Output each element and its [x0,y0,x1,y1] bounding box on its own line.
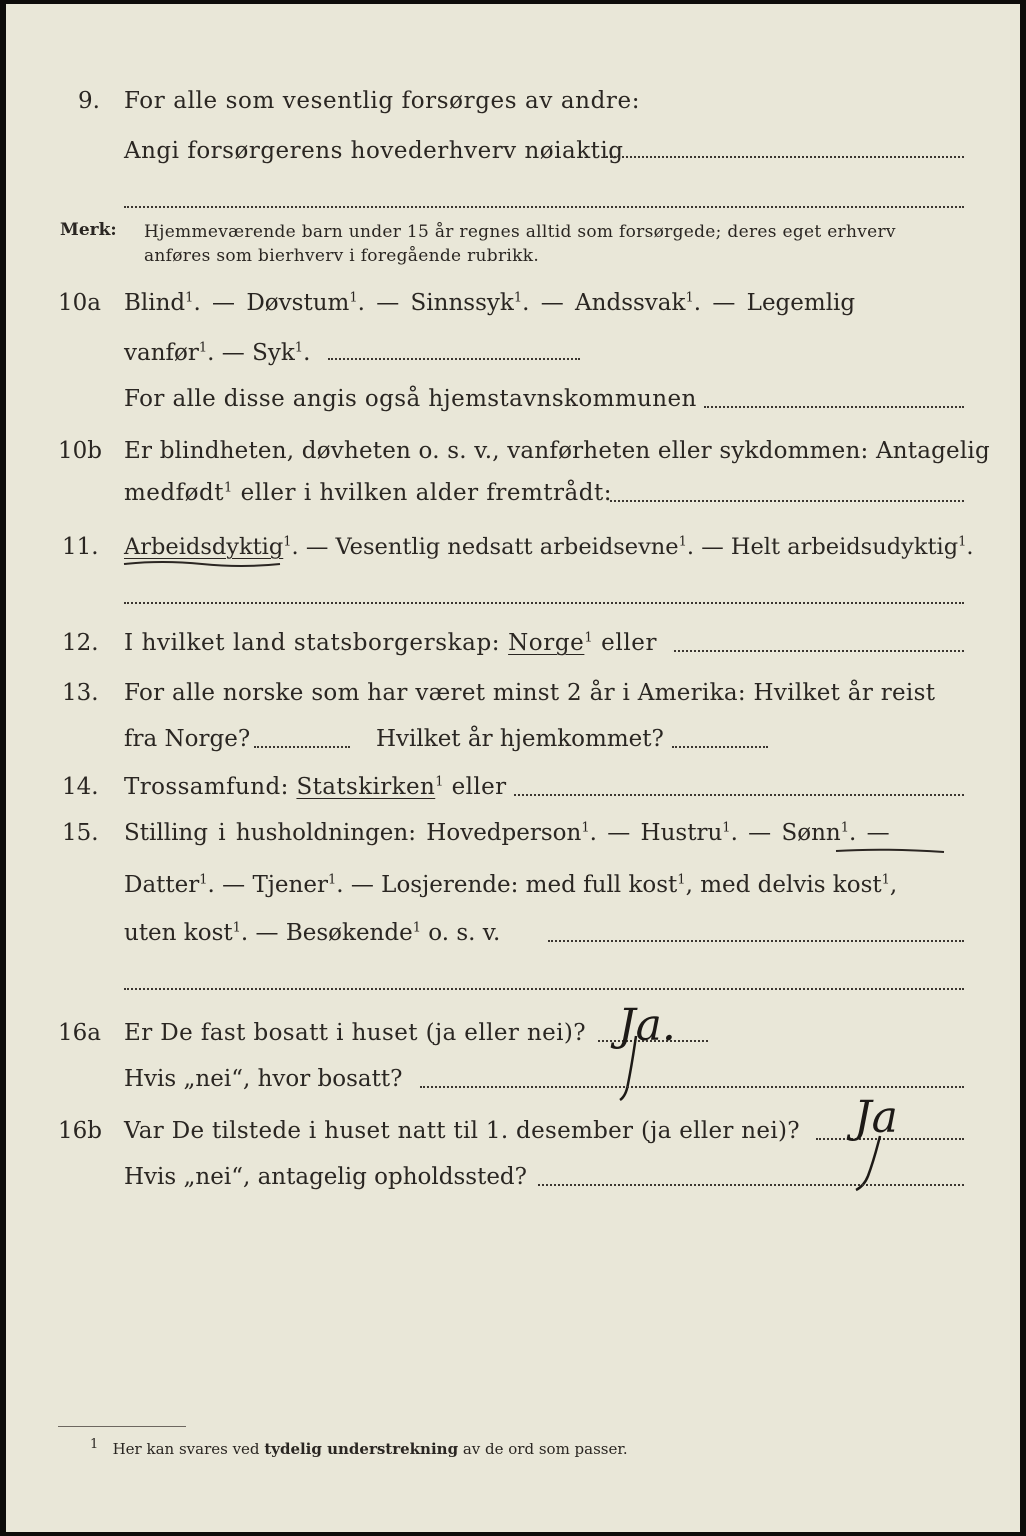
q15-utenkost: uten kost [124,920,233,946]
q10a-line2 [124,338,310,368]
q11-number: 11. [62,534,99,560]
merk-line1: Hjemmeværende barn under 15 år regnes alltid som forsørgede; deres eget erhverv [144,222,896,242]
q13-number: 13. [62,680,99,706]
merk-label: Merk: [60,220,117,240]
footnote-text-bold: tydelig understrekning [264,1440,459,1458]
q15-line1 [124,818,890,848]
q14-statskirken: Statskirken [296,774,436,800]
sup-mark: 1 [678,534,687,550]
q15-sonn-handwritten-underline [834,846,946,856]
q16a-handwritten-answer: Ja. [618,1000,676,1051]
q10a-dot: . [303,340,311,366]
q12-eller: eller [593,630,658,656]
q10b-number: 10b [58,438,102,464]
q16b-handwritten-answer: Ja [854,1092,898,1143]
q15-sonn: Sønn [781,820,841,846]
q12-label: I hvilket land statsborgerskap: [124,630,509,656]
footnote-text-c: av de ord som passer. [458,1440,628,1458]
q10a-hjemstavn-answer-line[interactable] [704,406,964,408]
sup-mark: 1 [283,534,292,550]
q16b-line1: Var De tilstede i huset natt til 1. desember (ja eller nei)? [124,1118,800,1144]
sup-mark: 1 [584,630,594,646]
q10a-blind: Blind [124,290,186,316]
sup-mark: 1 [232,920,241,936]
q10b-answer-line[interactable] [610,500,964,502]
sup-mark: 1 [412,920,421,936]
census-form-page [6,4,1020,1532]
sup-mark: 1 [198,340,208,356]
q14-eller: eller [443,774,507,800]
q9-answer-line2[interactable] [124,206,964,208]
q10a-vanfor: vanfør [124,340,199,366]
sup-mark: 1 [840,820,850,836]
q16b-number: 16b [58,1118,102,1144]
q10a-number: 10a [58,290,101,316]
q15-hovedperson: Stilling i husholdningen: Hovedperson [124,820,582,846]
q15-comma: , [889,872,898,898]
q14-label: Trossamfund: [124,774,297,800]
sup-mark: 1 [513,290,523,306]
sup-mark: 1 [958,534,967,550]
q10a-line3: For alle disse angis også hjemstavnskommunen [124,386,697,412]
q16b-line2: Hvis „nei“, antagelig opholdssted? [124,1164,527,1190]
sup-mark: 1 [435,774,444,790]
q16a-line2: Hvis „nei“, hvor bosatt? [124,1066,403,1092]
q14-number: 14. [62,774,99,800]
q15-delviskost: , med delvis kost [685,872,882,898]
merk-line2: anføres som bierhverv i foregående rubrikk. [144,246,540,266]
q16b-opholdssted-answer-line[interactable] [538,1184,964,1186]
q15-datter: Datter [124,872,200,898]
q15-answer-line[interactable] [548,940,964,942]
q9-number: 9. [78,88,100,114]
sup-mark: 1 [294,340,304,356]
q15-osv: o. s. v. [420,920,501,946]
q15-dash2: . — [849,820,890,846]
sup-mark: 1 [677,872,686,888]
q15-answer-line2[interactable] [124,988,964,990]
q13-line1: For alle norske som har været minst 2 år i Amerika: Hvilket år reist [124,680,936,706]
sup-mark: 1 [881,872,890,888]
q10b-line2 [124,478,612,508]
q15-hustru: . — Hustru [589,820,723,846]
q10a-dovstum: . — Døvstum [193,290,350,316]
sup-mark: 1 [185,290,194,306]
q14-answer-line[interactable] [514,794,964,796]
q14-line [124,772,507,802]
q11-handwritten-underline [122,558,282,570]
q12-number: 12. [62,630,99,656]
q15-line3 [124,918,500,948]
footnote [90,1438,628,1460]
q11-arbeidsdyktig: Arbeidsdyktig [124,534,284,560]
q9-text-line1: For alle som vesentlig forsørges av andre: [124,88,641,114]
q15-dash: . — [730,820,782,846]
footnote-number: 1 [90,1437,99,1452]
sup-mark: 1 [327,872,337,888]
sup-mark: 1 [349,290,358,306]
q15-number: 15. [62,820,99,846]
q10b-line1: Er blindheten, døvheten o. s. v., vanførheten eller sykdommen: Antagelig [124,438,990,464]
q13-reist-label: fra Norge? [124,726,251,752]
q16a-handwritten-stroke [614,1034,644,1104]
q16a-bosatt-answer-line[interactable] [420,1086,964,1088]
q11-answer-line[interactable] [124,602,964,604]
q16a-number: 16a [58,1020,101,1046]
footnote-text-a: Her kan svares ved [112,1440,265,1458]
q10a-andssvak: . — Andssvak [522,290,686,316]
q11-dot: . [966,534,974,560]
q9-text-line2: Angi forsørgerens hovederhverv nøiaktig [124,138,624,164]
sup-mark: 1 [199,872,208,888]
sup-mark: 1 [581,820,590,836]
q16a-line1: Er De fast bosatt i huset (ja eller nei)? [124,1020,587,1046]
q10a-legemlig: . — Legemlig [693,290,856,316]
q13-hjemkommet-label: Hvilket år hjemkommet? [376,726,664,752]
q11-nedsatt: . — Vesentlig nedsatt arbeidsevne [291,534,679,560]
q10b-alder: eller i hvilken alder fremtrådt: [232,480,612,506]
sup-mark: 1 [722,820,731,836]
q15-line2 [124,870,897,900]
q9-answer-line[interactable] [606,156,964,158]
q10a-sinnssyk: . — Sinnssyk [357,290,514,316]
q10a-line1 [124,288,855,318]
footnote-rule [58,1426,186,1427]
q13-reist-answer-line[interactable] [254,746,350,748]
q15-besokende: . — Besøkende [240,920,413,946]
q12-answer-line[interactable] [674,650,964,652]
q11-udyktig: . — Helt arbeidsudyktig [686,534,959,560]
q13-hjemkommet-answer-line[interactable] [672,746,768,748]
sup-mark: 1 [223,480,233,496]
q10a-syk-answer-line[interactable] [328,358,580,360]
q15-fullkost: . — Losjerende: med full kost [336,872,678,898]
sup-mark: 1 [685,290,694,306]
q12-line [124,628,657,658]
q15-tjener: . — Tjener [207,872,328,898]
q10b-medfodt: medfødt [124,480,224,506]
q12-norge: Norge [508,630,585,656]
q10a-syk: . — Syk [207,340,295,366]
